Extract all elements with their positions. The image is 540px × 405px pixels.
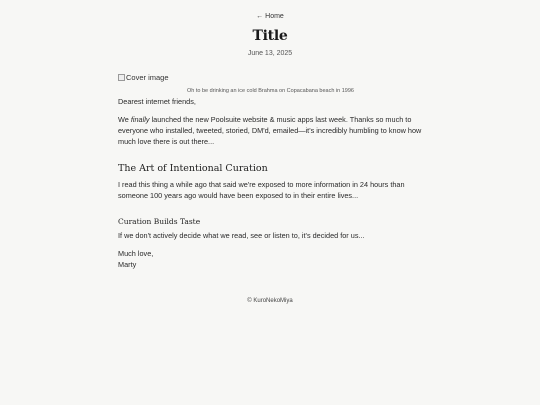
curation-paragraph: I read this thing a while ago that said we're exposed to more information in 24 hours than someone 100 years ago would have been exposed to in their entire lives... xyxy=(118,180,405,200)
taste-paragraph: If we don't actively decide what we read, see or listen to, it's decided for us... xyxy=(118,231,365,240)
intro-paragraph xyxy=(118,114,423,147)
arrow-left-icon: ← xyxy=(256,13,264,20)
signoff: Much love, xyxy=(118,249,154,258)
broken-image-icon xyxy=(118,74,125,81)
greeting: Dearest internet friends, xyxy=(118,97,196,106)
home-link-label[interactable]: Home xyxy=(265,13,284,20)
cover-caption: Oh to be drinking an ice cold Brahma on Copacabana beach in 1996 xyxy=(187,88,354,94)
intro-emphasis: finally xyxy=(130,115,150,124)
section-heading-curation: The Art of Intentional Curation xyxy=(118,163,268,174)
post-date: June 13, 2025 xyxy=(247,50,293,57)
post-title: Title xyxy=(252,28,288,44)
intro-prefix: We xyxy=(118,115,131,124)
subsection-heading-taste: Curation Builds Taste xyxy=(118,217,201,226)
home-link[interactable] xyxy=(0,13,540,20)
intro-suffix: launched the new Poolsuite website & music apps last week. Thanks so much to everyone who installed, tweeted, storied, DM'd, emailed—it's incredibly humbling to know how much love there is out there... xyxy=(118,115,422,146)
cover-image xyxy=(118,72,423,83)
footer-copyright: © KuroNekoMiya xyxy=(247,298,293,304)
signature: Marty xyxy=(118,260,137,269)
post-content xyxy=(118,72,423,270)
cover-image-alt: Cover image xyxy=(126,73,169,82)
